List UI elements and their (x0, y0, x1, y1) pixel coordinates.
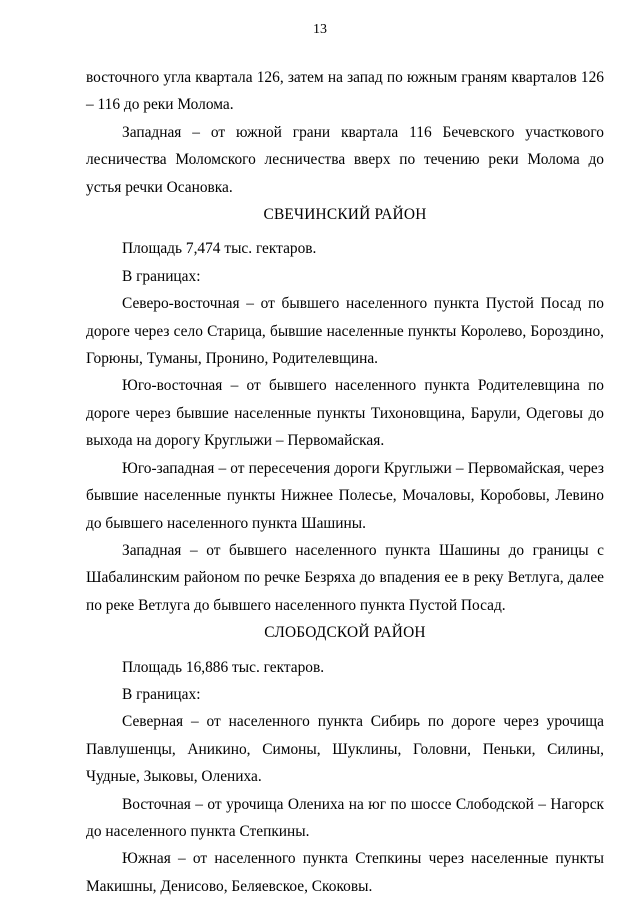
paragraph-area-slobodskoy: Площадь 16,886 тыс. гектаров. (122, 658, 325, 676)
paragraph-area-svechinsky: Площадь 7,474 тыс. гектаров. (122, 240, 317, 258)
paragraph-eastern-boundary: Восточная – от урочища Олениха на юг по шоссе Слободской – Нагорск до населенного пункта Степкины. (86, 795, 604, 840)
document-body (86, 64, 604, 900)
section-heading-slobodskoy: СЛОБОДСКОЙ РАЙОН (264, 624, 426, 642)
paragraph-southwest-boundary: Юго-западная – от пересечения дороги Круглыжи – Первомайская, через бывшие населенные пункты Нижнее Полесье, Мочаловы, Коробовы, Левино до бывшего населенного пункта Шашины. (86, 459, 604, 532)
paragraph-western-boundary-1: Западная – от южной грани квартала 116 Бечевского участкового лесничества Моломского лесничества вверх по течению реки Молома до устья речки Осановка. (86, 123, 604, 196)
paragraph-within-boundaries-2: В границах: (122, 685, 201, 703)
section-heading-svechinsky: СВЕЧИНСКИЙ РАЙОН (263, 206, 427, 224)
paragraph-continuation: восточного угла квартала 126, затем на запад по южным граням кварталов 126 – 116 до реки Молома. (86, 69, 604, 114)
paragraph-within-boundaries-1: В границах: (122, 267, 201, 285)
paragraph-northern-boundary: Северная – от населенного пункта Сибирь по дороге через урочища Павлушенцы, Аникино, Симоны, Шуклины, Головни, Пеньки, Силины, Чудные, Зыковы, Олениха. (86, 713, 604, 786)
page-number: 13 (313, 22, 327, 37)
paragraph-southeast-boundary: Юго-восточная – от бывшего населенного пункта Родителевщина по дороге через бывшие населенные пункты Тихоновщина, Барули, Одеговы до выхода на дорогу Круглыжи – Первомайская. (86, 377, 604, 450)
paragraph-western-boundary-2: Западная – от бывшего населенного пункта Шашины до границы с Шабалинским районом по речке Безряха до впадения ее в реку Ветлуга, далее по реке Ветлуга до бывшего населенного пункта Пустой Посад. (86, 541, 604, 614)
paragraph-northeast-boundary: Северо-восточная – от бывшего населенного пункта Пустой Посад по дороге через село Старица, бывшие населенные пункты Королево, Бороздино, Горюны, Туманы, Пронино, Родителевщина. (86, 295, 604, 368)
paragraph-southern-boundary: Южная – от населенного пункта Степкины через населенные пункты Макишны, Денисово, Беляевское, Скоковы. (86, 850, 604, 895)
